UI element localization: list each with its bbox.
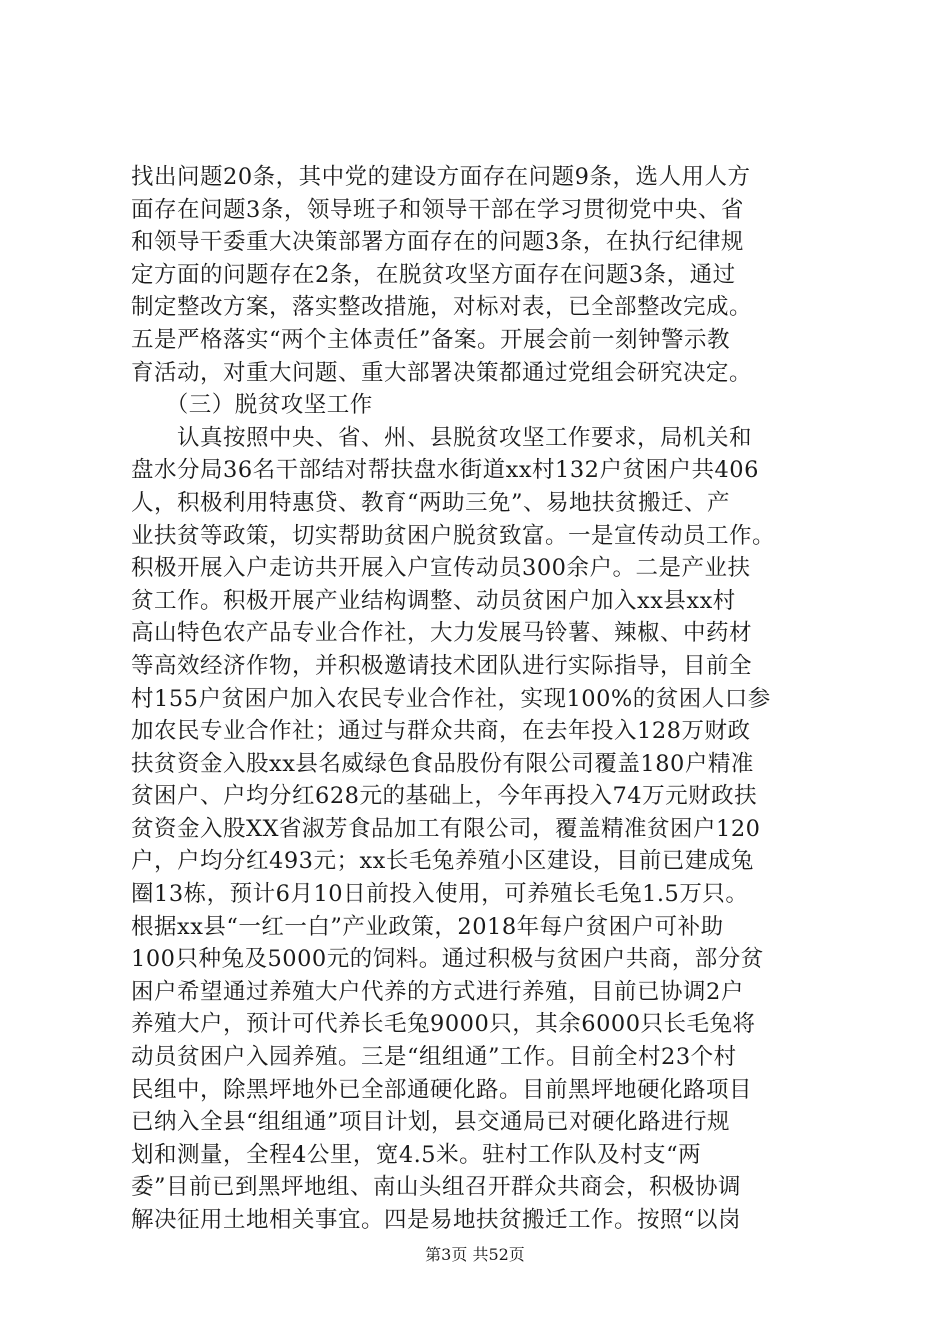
text-line: 高山特色农产品专业合作社，大力发展马铃薯、辣椒、中药材 [131, 620, 753, 647]
text-line: 已纳入全县“组组通”项目计划，县交通局已对硬化路进行规 [131, 1109, 731, 1136]
text-line: 加农民专业合作社；通过与群众共商，在去年投入128万财政 [131, 718, 751, 745]
text-line: 划和测量，全程4公里，宽4.5米。驻村工作队及村支“两 [131, 1141, 702, 1168]
text-line: 圈13栋，预计6月10日前投入使用，可养殖长毛兔1.5万只。 [131, 881, 749, 908]
text-line: 困户希望通过养殖大户代养的方式进行养殖，目前已协调2户 [131, 978, 744, 1005]
text-line: 村155户贫困户加入农民专业合作社，实现100%的贫困人口参 [131, 685, 771, 712]
text-line: 贫工作。积极开展产业结构调整、动员贫困户加入xx县xx村 [131, 587, 736, 614]
text-line: 育活动，对重大问题、重大部署决策都通过党组会研究决定。 [131, 359, 753, 386]
page-footer: 第3页 共52页 [425, 1245, 525, 1264]
text-line: 动员贫困户入园养殖。三是“组组通”工作。目前全村23个村 [131, 1044, 737, 1071]
text-line: 扶贫资金入股xx县名威绿色食品股份有限公司覆盖180户精准 [131, 750, 754, 777]
text-line: 认真按照中央、省、州、县脱贫攻坚工作要求，局机关和 [131, 424, 753, 451]
text-line: 盘水分局36名干部结对帮扶盘水街道xx村132户贫困户共406 [131, 457, 759, 484]
text-line: （三）脱贫攻坚工作 [131, 392, 373, 419]
text-line: 定方面的问题存在2条，在脱贫攻坚方面存在问题3条，通过 [131, 261, 736, 288]
text-line: 业扶贫等政策，切实帮助贫困户脱贫致富。一是宣传动员工作。 [131, 522, 776, 549]
text-line: 面存在问题3条，领导班子和领导干部在学习贯彻党中央、省 [131, 196, 744, 223]
text-line: 贫困户、户均分红628元的基础上，今年再投入74万元财政扶 [131, 783, 758, 810]
text-line: 户，户均分红493元；xx长毛兔养殖小区建设，目前已建成兔 [131, 848, 754, 875]
text-line: 养殖大户，预计可代养长毛兔9000只，其余6000只长毛兔将 [131, 1011, 756, 1038]
text-line: 根据xx县“一红一白”产业政策，2018年每户贫困户可补助 [131, 913, 724, 940]
text-line: 委”目前已到黑坪地组、南山头组召开群众共商会，积极协调 [131, 1174, 742, 1201]
text-line: 找出问题20条，其中党的建设方面存在问题9条，选人用人方 [131, 164, 751, 190]
text-line: 五是严格落实“两个主体责任”备案。开展会前一刻钟警示教 [131, 326, 731, 353]
text-line: 制定整改方案，落实整改措施，对标对表，已全部整改完成。 [131, 294, 753, 321]
text-line: 等高效经济作物，并积极邀请技术团队进行实际指导，目前全 [131, 652, 753, 679]
text-line: 100只种兔及5000元的饲料。通过积极与贫困户共商，部分贫 [131, 946, 764, 973]
text-line: 贫资金入股XX省淑芳食品加工有限公司，覆盖精准贫困户120 [131, 815, 761, 842]
text-line: 民组中，除黑坪地外已全部通硬化路。目前黑坪地硬化路项目 [131, 1076, 753, 1103]
text-line: 解决征用土地相关事宜。四是易地扶贫搬迁工作。按照“以岗 [131, 1207, 742, 1233]
text-line: 积极开展入户走访共开展入户宣传动员300余户。二是产业扶 [131, 555, 751, 582]
document-body [131, 161, 843, 1237]
text-line: 和领导干委重大决策部署方面存在的问题3条，在执行纪律规 [131, 229, 744, 256]
text-line: 人，积极利用特惠贷、教育“两助三免”、易地扶贫搬迁、产 [131, 489, 731, 516]
